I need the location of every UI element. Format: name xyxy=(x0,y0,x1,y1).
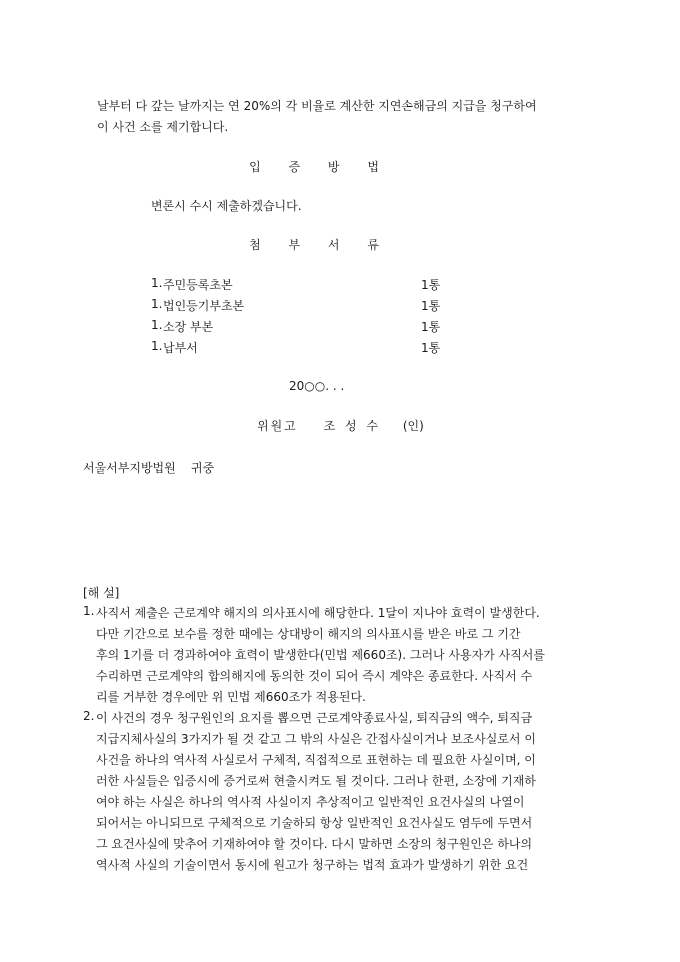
evidence-heading: 입 증 방 법 xyxy=(249,160,391,174)
intro-line-2: 이 사건 소를 제기합니다. xyxy=(97,120,229,134)
explanation-line: 사직서 제출은 근로계약 해지의 의사표시에 해당한다. 1달이 지나야 효력이 발생한다. xyxy=(96,606,540,620)
intro-line-1: 날부터 다 갚는 날까지는 연 20%의 각 비율로 계산한 지연손해금의 지급을 청구하여 xyxy=(97,99,537,113)
signature-name: 조 성 수 xyxy=(323,419,382,433)
document-date: 20○○. . . xyxy=(289,379,345,393)
explanation-line: 여야 하는 사실은 하나의 역사적 사실이지 추상적이고 일반적인 요건사실의 나열이 xyxy=(96,795,525,809)
signature-block xyxy=(257,417,424,434)
attachment-name: 소장 부본 xyxy=(163,320,214,334)
attachment-num: 1. xyxy=(151,297,163,311)
attachment-num: 1. xyxy=(151,276,163,290)
attachment-name: 법인등기부초본 xyxy=(163,299,245,313)
explanation-line: 되어서는 아니되므로 구체적으로 기술하되 항상 일반적인 요건사실도 염두에 두면서 xyxy=(96,816,533,830)
explanation-line: 이 사건의 경우 청구원인의 요지를 뽑으면 근로계약종료사실, 퇴직금의 액수, 퇴직금 xyxy=(96,711,533,725)
explanation-line: 다만 기간으로 보수를 정한 때에는 상대방이 해지의 의사표시를 받은 바로 그 기간 xyxy=(96,627,521,641)
attachment-qty: 1통 xyxy=(421,299,441,313)
explanation-line: 러한 사실들은 입증시에 증거로써 현출시켜도 될 것이다. 그러나 한편, 소장에 기재하 xyxy=(96,774,536,788)
attachment-num: 1. xyxy=(151,318,163,332)
attachment-item xyxy=(151,318,451,336)
explanation-line: 후의 1기를 더 경과하여야 효력이 발생한다(민법 제660조). 그러나 사용자가 사직서를 xyxy=(96,648,545,662)
explanation-line: 사건을 하나의 역사적 사실로서 구체적, 직접적으로 표현하는 데 필요한 사실이며, 이 xyxy=(96,753,536,767)
explanation-line: 역사적 사실의 기술이면서 동시에 원고가 청구하는 법적 효과가 발생하기 위한 요건 xyxy=(96,858,529,872)
explanation-heading: [해 설] xyxy=(83,586,120,600)
court-name: 서울서부지방법원 귀중 xyxy=(83,461,215,475)
explanation-line: 리를 거부한 경우에만 위 민법 제660조가 적용된다. xyxy=(96,690,366,704)
explanation-line: 그 요건사실에 맞추어 기재하여야 할 것이다. 다시 말하면 소장의 청구원인은 하나의 xyxy=(96,837,533,851)
attachment-name: 납부서 xyxy=(163,341,198,355)
attachment-item xyxy=(151,297,451,315)
attachment-qty: 1통 xyxy=(421,341,441,355)
attachment-num: 1. xyxy=(151,339,163,353)
attachment-item xyxy=(151,339,451,357)
explanation-marker: 1. xyxy=(83,604,95,618)
attachment-qty: 1통 xyxy=(421,278,441,292)
explanation-line: 수리하면 근로계약의 합의해지에 동의한 것이 되어 즉시 계약은 종료한다. 사직서 수 xyxy=(96,669,533,683)
explanation-marker: 2. xyxy=(83,709,95,723)
explanation-line: 지급지체사실의 3가지가 될 것 같고 그 밖의 사실은 간접사실이거나 보조사실로서 이 xyxy=(96,732,536,746)
evidence-heading-wrap xyxy=(0,158,680,175)
attachment-qty: 1통 xyxy=(421,320,441,334)
attachments-heading: 첨 부 서 류 xyxy=(249,238,391,252)
evidence-text: 변론시 수시 제출하겠습니다. xyxy=(151,199,302,213)
signature-seal: (인) xyxy=(402,419,424,433)
attachments-heading-wrap xyxy=(0,236,680,253)
attachment-item xyxy=(151,276,451,294)
attachment-name: 주민등록초본 xyxy=(163,278,233,292)
signature-role: 위원고 xyxy=(257,419,298,433)
